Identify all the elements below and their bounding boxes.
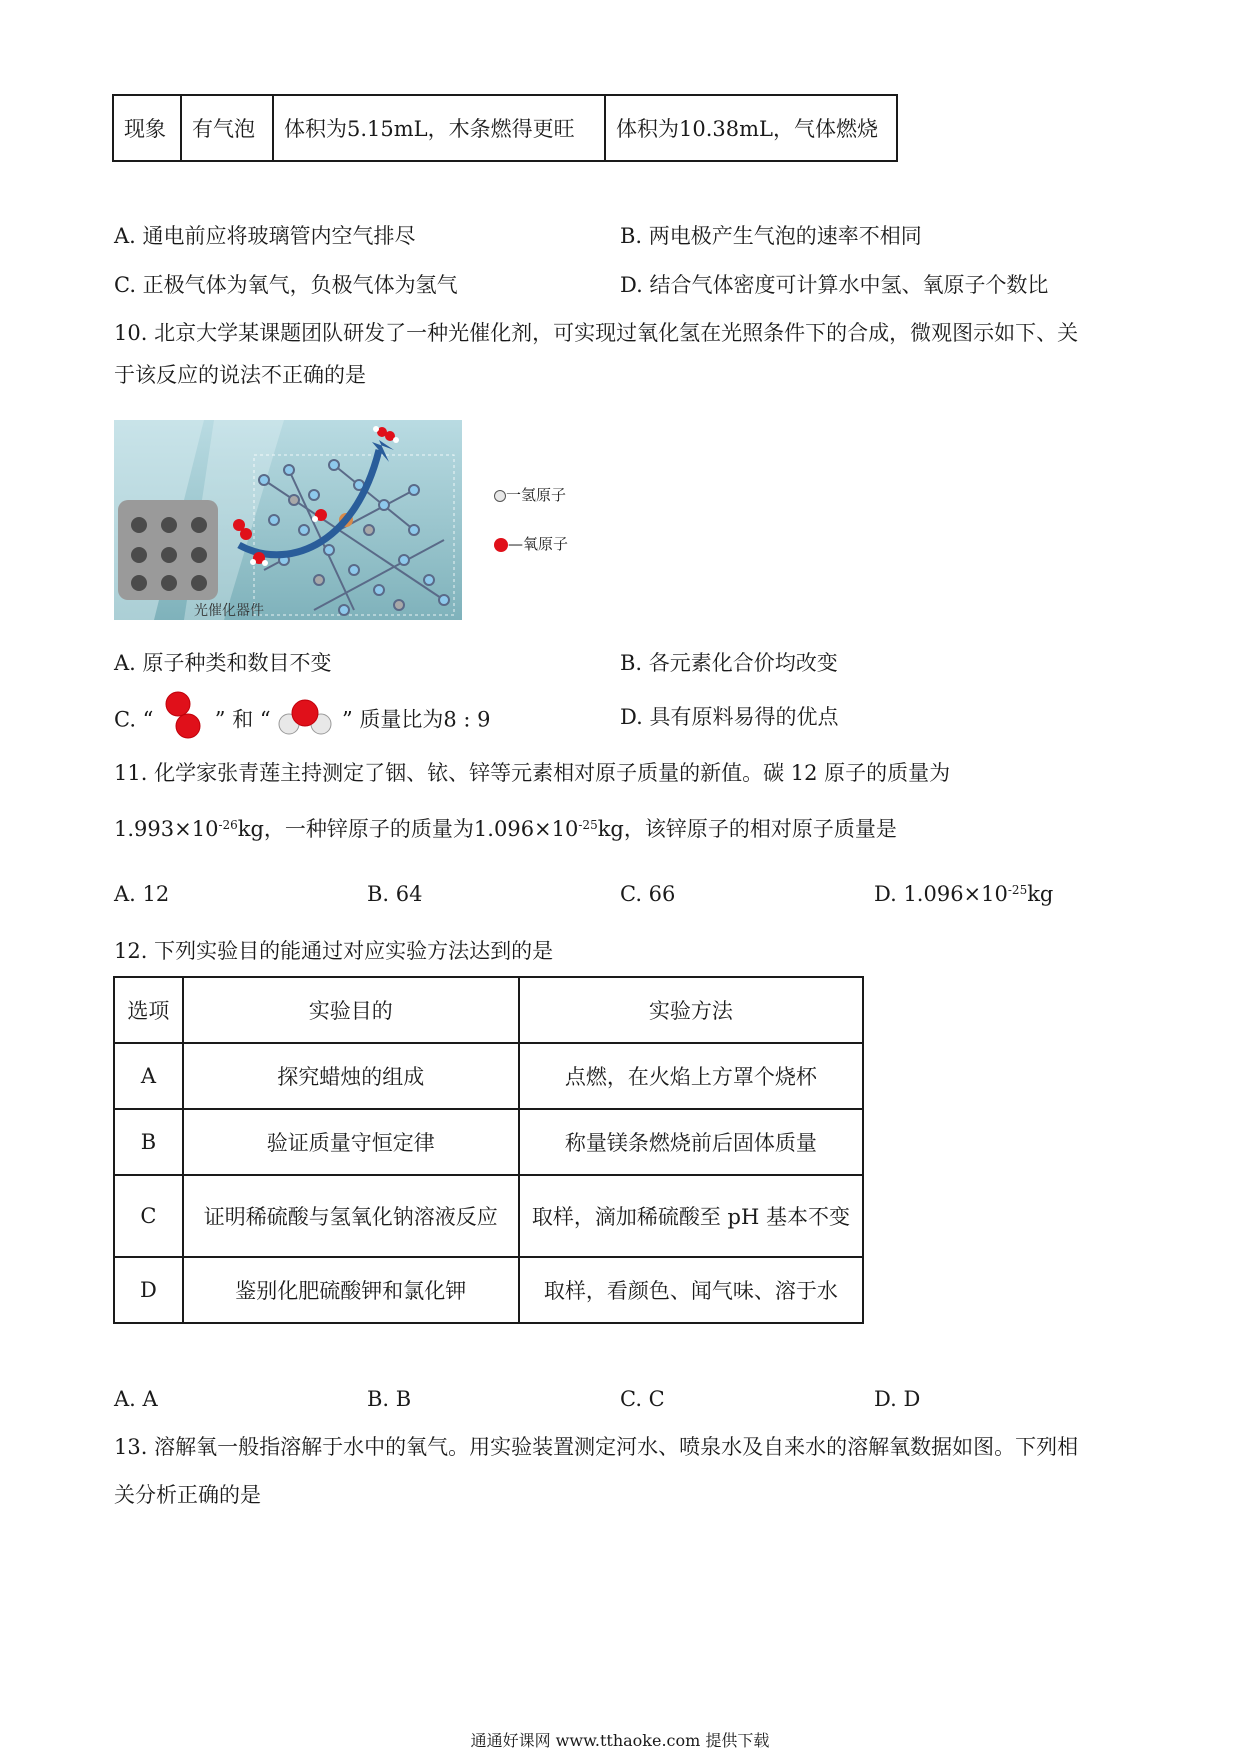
option-a: A. 通电前应将玻璃管内空气排尽 — [114, 224, 416, 248]
question-11-stem-cont: $1.993\times 10^{-26}kg$，一种锌原子的质量为$1.096\times 10^{-25}kg$，该锌原子的相对原子质量是 — [114, 817, 897, 841]
table-cell: 取样，滴加稀硫酸至 pH 基本不变 — [519, 1175, 863, 1257]
option-d: D. $1.096\times 10^{-25}kg$ — [874, 882, 1054, 906]
option-c: C. C — [620, 1387, 665, 1411]
table-header: 实验目的 — [183, 977, 519, 1043]
device-label: 光催化器件 — [194, 603, 264, 619]
table-cell: A — [114, 1043, 183, 1109]
h2o-molecule-icon — [277, 698, 335, 738]
table-cell: 现象 — [113, 95, 181, 161]
o2-molecule-icon — [160, 690, 208, 740]
option-c: C. 66 — [620, 882, 676, 906]
table-header: 选项 — [114, 977, 183, 1043]
question-13-stem-cont: 关分析正确的是 — [114, 1483, 261, 1507]
question-11-stem: 11. 化学家张青莲主持测定了铟、铱、锌等元素相对原子质量的新值。碳 12 原子的质量为 — [114, 761, 951, 785]
table-row — [114, 1175, 863, 1257]
option-b: B. 两电极产生气泡的速率不相同 — [620, 224, 922, 248]
table-cell: 鉴别化肥硫酸钾和氯化钾 — [183, 1257, 519, 1323]
porous-device-icon — [118, 500, 218, 600]
legend-oxygen: —氧原子 — [494, 533, 568, 554]
table-row — [114, 1043, 863, 1109]
photocatalyst-figure — [114, 420, 462, 620]
table-cell: D — [114, 1257, 183, 1323]
table-cell: 有气泡 — [181, 95, 273, 161]
table-row — [114, 1257, 863, 1323]
question-10-stem: 10. 北京大学某课题团队研发了一种光催化剂，可实现过氧化氢在光照条件下的合成，微观图示如下、关 — [114, 321, 1079, 345]
experiment-method-table — [113, 976, 864, 1324]
table-cell: 证明稀硫酸与氢氧化钠溶液反应 — [183, 1175, 519, 1257]
question-12-stem: 12. 下列实验目的能通过对应实验方法达到的是 — [114, 939, 554, 963]
option-b: B. 各元素化合价均改变 — [620, 651, 838, 675]
hydrogen-atom-icon — [494, 490, 506, 502]
experiment-result-table — [112, 94, 898, 162]
option-d: D. 具有原料易得的优点 — [620, 705, 839, 729]
option-c: C. “ ” 和 “ ” 质量比为8 : 9 — [114, 702, 491, 740]
photocatalyst-illustration — [114, 420, 462, 620]
table-cell: 体积为5.15mL，木条燃得更旺 — [273, 95, 605, 161]
table-cell: 验证质量守恒定律 — [183, 1109, 519, 1175]
table-row — [114, 1109, 863, 1175]
option-b: B. B — [367, 1387, 412, 1411]
option-b: B. 64 — [367, 882, 423, 906]
option-a: A. 12 — [114, 882, 170, 906]
table-cell: 点燃，在火焰上方罩个烧杯 — [519, 1043, 863, 1109]
table-cell: B — [114, 1109, 183, 1175]
option-d: D. D — [874, 1387, 921, 1411]
page-footer: 通通好课网 www.tthaoke.com 提供下载 — [470, 1731, 770, 1750]
option-d: D. 结合气体密度可计算水中氢、氧原子个数比 — [620, 273, 1049, 297]
table-cell: C — [114, 1175, 183, 1257]
table-header: 实验方法 — [519, 977, 863, 1043]
question-10-stem-cont: 于该反应的说法不正确的是 — [114, 363, 366, 387]
question-13-stem: 13. 溶解氧一般指溶解于水中的氧气。用实验装置测定河水、喷泉水及自来水的溶解氧数据如图。下列相 — [114, 1435, 1079, 1459]
oxygen-atom-icon — [494, 538, 508, 552]
table-cell: 取样，看颜色、闻气味、溶于水 — [519, 1257, 863, 1323]
option-a: A. 原子种类和数目不变 — [114, 651, 332, 675]
table-cell: 体积为10.38mL，气体燃烧 — [605, 95, 897, 161]
table-cell: 探究蜡烛的组成 — [183, 1043, 519, 1109]
table-cell: 称量镁条燃烧前后固体质量 — [519, 1109, 863, 1175]
legend-hydrogen: 一氢原子 — [494, 484, 566, 505]
option-c: C. 正极气体为氧气，负极气体为氢气 — [114, 273, 458, 297]
option-a: A. A — [114, 1387, 158, 1411]
